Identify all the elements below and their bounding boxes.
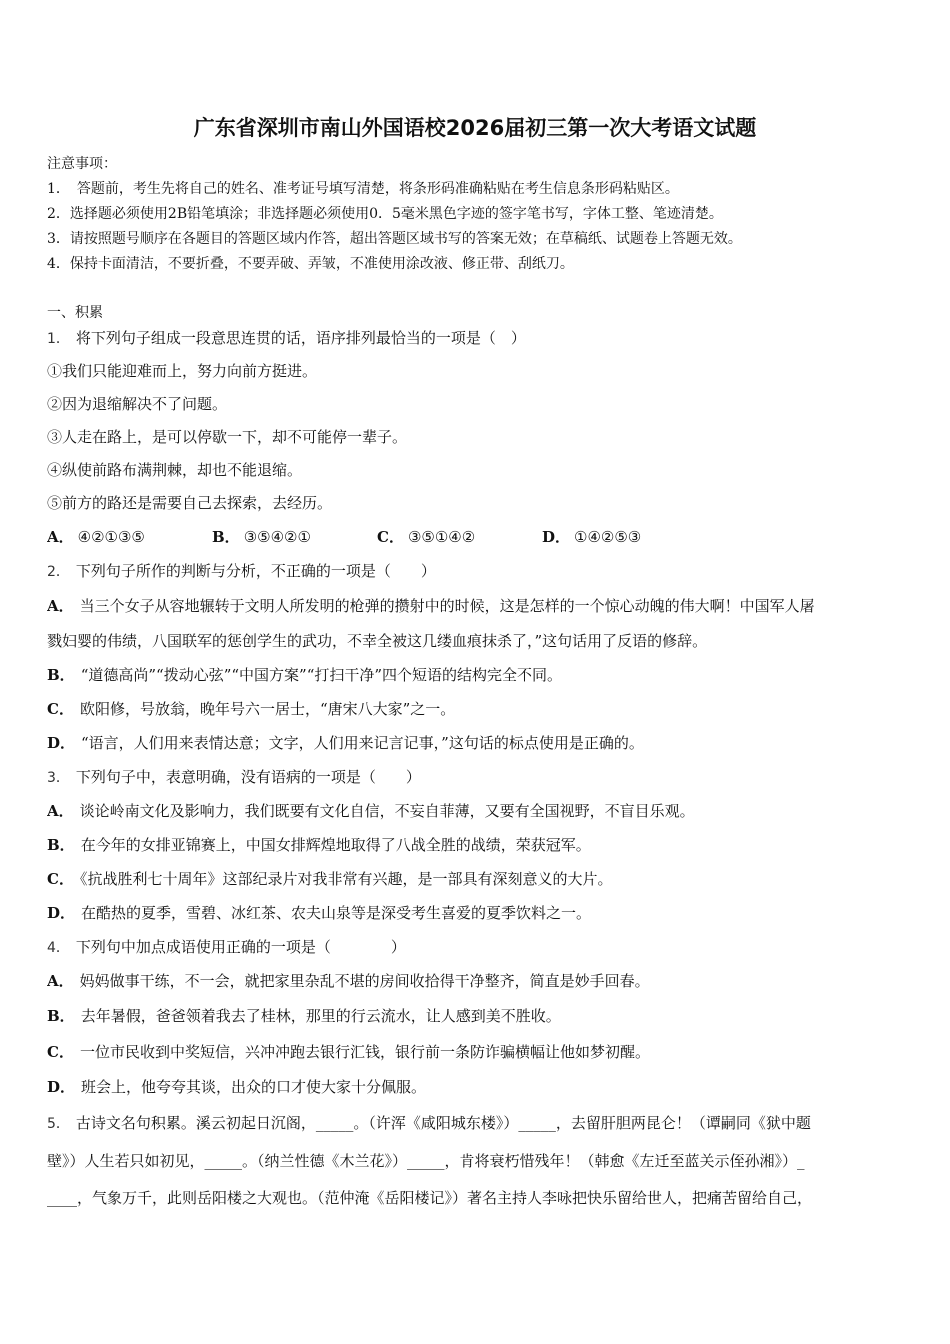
- option-b: [47, 1005, 907, 1026]
- option-label: B．: [47, 836, 75, 854]
- option-text: 一位市民收到中奖短信，兴冲冲跑去银行汇钱，银行前一条防诈骗横幅让他如梦初醒。: [79, 1043, 650, 1061]
- option-text: 《抗战胜利七十周年》这部纪录片对我非常有兴趣，是一部具有深刻意义的大片。: [79, 870, 613, 888]
- question-number: 5．: [47, 1116, 70, 1132]
- option-label: B．: [47, 666, 75, 684]
- question-number: 4．: [47, 940, 70, 956]
- sentence-item: ⑤前方的路还是需要自己去探索，去经历。: [47, 494, 333, 512]
- option-text: “语言，人们用来表情达意；文字，人们用来记言记事，”这句话的标点使用是正确的。: [81, 734, 644, 752]
- question-number: 3．: [47, 770, 70, 786]
- question-stem: 下列句子所作的判断与分析，不正确的一项是（ ）: [75, 562, 436, 580]
- choice-b: [212, 526, 311, 547]
- question-5: [47, 1112, 907, 1133]
- option-a: [47, 595, 907, 616]
- question-stem: 下列句子中，表意明确，没有语病的一项是（ ）: [75, 768, 421, 786]
- choice-row: [47, 526, 907, 548]
- option-a: [47, 800, 907, 821]
- choice-text: ①④②⑤③: [574, 528, 642, 546]
- question-stem: 将下列句子组成一段意思连贯的话，语序排列最恰当的一项是（ ）: [75, 329, 526, 347]
- option-text: “道德高尚”“拨动心弦”“中国方案”“打扫干净”四个短语的结构完全不同。: [80, 666, 563, 684]
- choice-label: D．: [542, 528, 571, 546]
- notice-item: 4．保持卡面清洁，不要折叠，不要弄破、弄皱，不准使用涂改液、修正带、刮纸刀。: [47, 256, 574, 272]
- section-heading: 一、积累: [47, 305, 103, 321]
- option-label: D．: [47, 1078, 76, 1096]
- question-3: [47, 766, 907, 787]
- choice-label: C．: [377, 528, 404, 546]
- option-a-continued: 戮妇婴的伟绩，八国联军的惩创学生的武功，不幸全被这几缕血痕抹杀了，”这句话用了反语的修辞。: [47, 632, 708, 650]
- choice-d: [542, 526, 641, 547]
- option-d: [47, 902, 907, 923]
- option-text: 妈妈做事干练，不一会，就把家里杂乱不堪的房间收拾得干净整齐，简直是妙手回春。: [79, 972, 650, 990]
- sentence-item: ②因为退缩解决不了问题。: [47, 395, 228, 413]
- option-text: 去年暑假，爸爸领着我去了桂林，那里的行云流水，让人感到美不胜收。: [80, 1007, 561, 1025]
- option-c: [47, 868, 907, 889]
- option-c: [47, 1041, 907, 1062]
- option-text: 班会上，他夸夸其谈，出众的口才使大家十分佩服。: [81, 1078, 427, 1096]
- question-2: [47, 560, 907, 581]
- option-label: A．: [47, 802, 74, 820]
- page-title: 广东省深圳市南山外国语校2026届初三第一次大考语文试题: [193, 116, 757, 140]
- option-c: [47, 698, 907, 719]
- choice-text: ③⑤①④②: [407, 528, 476, 546]
- option-b: [47, 664, 907, 685]
- question-stem: 下列句中加点成语使用正确的一项是（ ）: [75, 938, 406, 956]
- question-text: 古诗文名句积累。溪云初起日沉阁，_____。（许浑《咸阳城东楼》）_____，去留肝胆两昆仑！（谭嗣同《狱中题: [75, 1114, 811, 1132]
- option-text: 在今年的女排亚锦赛上，中国女排辉煌地取得了八战全胜的战绩，荣获冠军。: [80, 836, 591, 854]
- option-d: [47, 1076, 907, 1097]
- sentence-item: ④纵使前路布满荆棘，却也不能退缩。: [47, 461, 303, 479]
- question-number: 2．: [47, 564, 70, 580]
- option-b: [47, 834, 907, 855]
- option-text: 谈论岭南文化及影响力，我们既要有文化自信，不妄自菲薄，又要有全国视野，不盲目乐观。: [79, 802, 695, 820]
- question-5-continued: ____，气象万千，此则岳阳楼之大观也。（范仲淹《岳阳楼记》）著名主持人李咏把快乐留给世人，把痛苦留给自己，: [47, 1189, 813, 1207]
- choice-text: ③⑤④②①: [243, 528, 311, 546]
- sentence-item: ①我们只能迎难而上，努力向前方挺进。: [47, 362, 318, 380]
- choice-label: B．: [212, 528, 240, 546]
- question-1: [47, 327, 907, 348]
- option-label: A．: [47, 972, 74, 990]
- question-4: [47, 936, 907, 957]
- option-label: C．: [47, 870, 74, 888]
- question-5-continued: 壁》）人生若只如初见，_____。（纳兰性德《木兰花》）_____，肯将衰朽惜残年！（韩愈《左迁至蓝关示侄孙湘》）_: [47, 1152, 805, 1170]
- option-label: B．: [47, 1007, 75, 1025]
- choice-label: A．: [47, 528, 74, 546]
- choice-c: [377, 526, 475, 547]
- option-a: [47, 970, 907, 991]
- notice-item: 1． 答题前，考生先将自己的姓名、准考证号填写清楚，将条形码准确粘贴在考生信息条形码粘贴区。: [47, 181, 679, 197]
- choice-text: ④②①③⑤: [77, 528, 145, 546]
- option-label: D．: [47, 904, 76, 922]
- choice-a: [47, 526, 145, 547]
- option-label: D．: [47, 734, 76, 752]
- option-d: [47, 732, 907, 753]
- option-label: C．: [47, 1043, 74, 1061]
- option-label: A．: [47, 597, 74, 615]
- option-text: 欧阳修，号放翁，晚年号六一居士，“唐宋八大家”之一。: [79, 700, 456, 718]
- sentence-item: ③人走在路上，是可以停歇一下，却不可能停一辈子。: [47, 428, 408, 446]
- option-label: C．: [47, 700, 74, 718]
- option-text: 在酷热的夏季，雪碧、冰红茶、农夫山泉等是深受考生喜爱的夏季饮料之一。: [81, 904, 592, 922]
- notice-heading: 注意事项：: [47, 156, 117, 172]
- question-number: 1．: [47, 331, 70, 347]
- notice-item: 3．请按照题号顺序在各题目的答题区域内作答，超出答题区域书写的答案无效；在草稿纸、试题卷上答题无效。: [47, 231, 742, 247]
- notice-item: 2．选择题必须使用2B铅笔填涂；非选择题必须使用0．5毫米黑色字迹的签字笔书写，字体工整、笔迹清楚。: [47, 206, 723, 222]
- option-text: 当三个女子从容地辗转于文明人所发明的枪弹的攒射中的时候，这是怎样的一个惊心动魄的伟大啊！中国军人屠: [79, 597, 815, 615]
